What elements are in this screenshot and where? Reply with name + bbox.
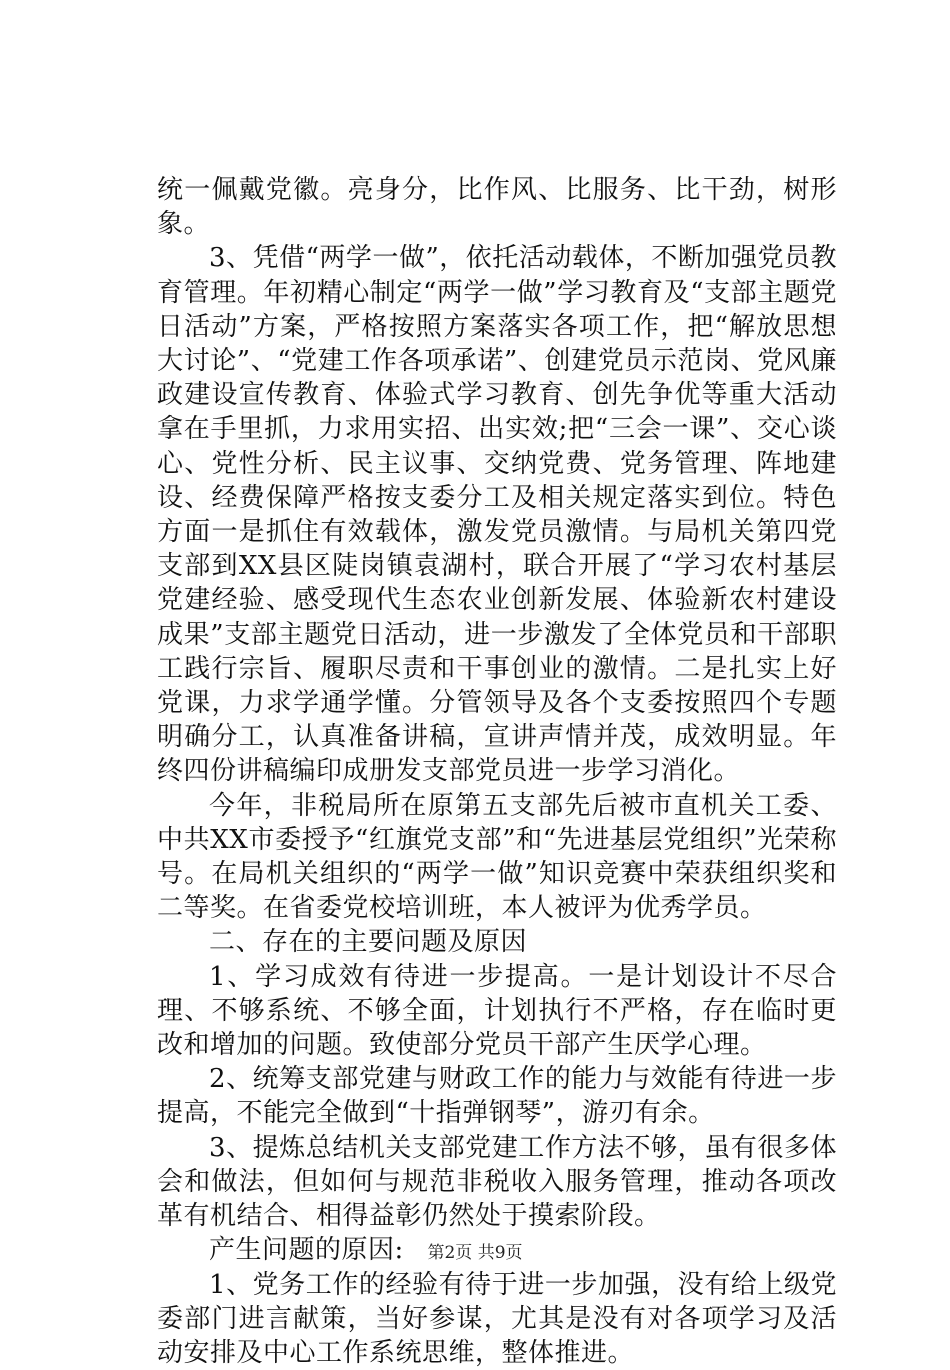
- paragraph-problem-3: 3、提炼总结机关支部党建工作方法不够，虽有很多体会和做法，但如何与规范非税收入服务管理，推动各项改革有机结合、相得益彰仍然处于摸索阶段。: [157, 1131, 837, 1234]
- paragraph-problem-1: 1、学习成效有待进一步提高。一是计划设计不尽合理、不够系统、不够全面，计划执行不严格，存在临时更改和增加的问题。致使部分党员干部产生厌学心理。: [157, 960, 837, 1063]
- paragraph-item-3: 3、凭借“两学一做”，依托活动载体，不断加强党员教育管理。年初精心制定“两学一做”学习教育及“支部主题党日活动”方案，严格按照方案落实各项工作，把“解放思想大讨论”、“党建工作各项承诺”、创建党员示范岗、党风廉政建设宣传教育、体验式学习教育、创先争优等重大活动拿在手里抓，力求用实招、出实效;把“三会一课”、交心谈心、党性分析、民主议事、交纳党费、党务管理、阵地建设、经费保障严格按支委分工及相关规定落实到位。特色方面一是抓住有效载体，激发党员激情。与局机关第四党支部到XX县区陡岗镇袁湖村，联合开展了“学习农村基层党建经验、感受现代生态农业创新发展、体验新农村建设成果”支部主题党日活动，进一步激发了全体党员和干部职工践行宗旨、履职尽责和干事创业的激情。二是扎实上好党课，力求学通学懂。分管领导及各个支委按照四个专题明确分工，认真准备讲稿，宣讲声情并茂，成效明显。年终四份讲稿编印成册发支部党员进一步学习消化。: [157, 241, 837, 788]
- paragraph-continuation: 统一佩戴党徽。亮身分，比作风、比服务、比干劲，树形象。: [157, 173, 837, 241]
- paragraph-honors: 今年，非税局所在原第五支部先后被市直机关工委、中共XX市委授予“红旗党支部”和“先进基层党组织”光荣称号。在局机关组织的“两学一做”知识竞赛中荣获组织奖和二等奖。在省委党校培训班，本人被评为优秀学员。: [157, 789, 837, 926]
- page-number-footer: 第2页 共9页: [0, 1242, 950, 1264]
- subheading-causes: 产生问题的原因:: [157, 1233, 837, 1267]
- paragraph-problem-2: 2、统筹支部党建与财政工作的能力与效能有待进一步提高，不能完全做到“十指弹钢琴”，游刃有余。: [157, 1062, 837, 1130]
- document-body: [157, 173, 837, 1370]
- paragraph-cause-1: 1、党务工作的经验有待于进一步加强，没有给上级党委部门进言献策，当好参谋，尤其是没有对各项学习及活动安排及中心工作系统思维，整体推进。: [157, 1268, 837, 1370]
- section-heading-problems: 二、存在的主要问题及原因: [157, 925, 837, 959]
